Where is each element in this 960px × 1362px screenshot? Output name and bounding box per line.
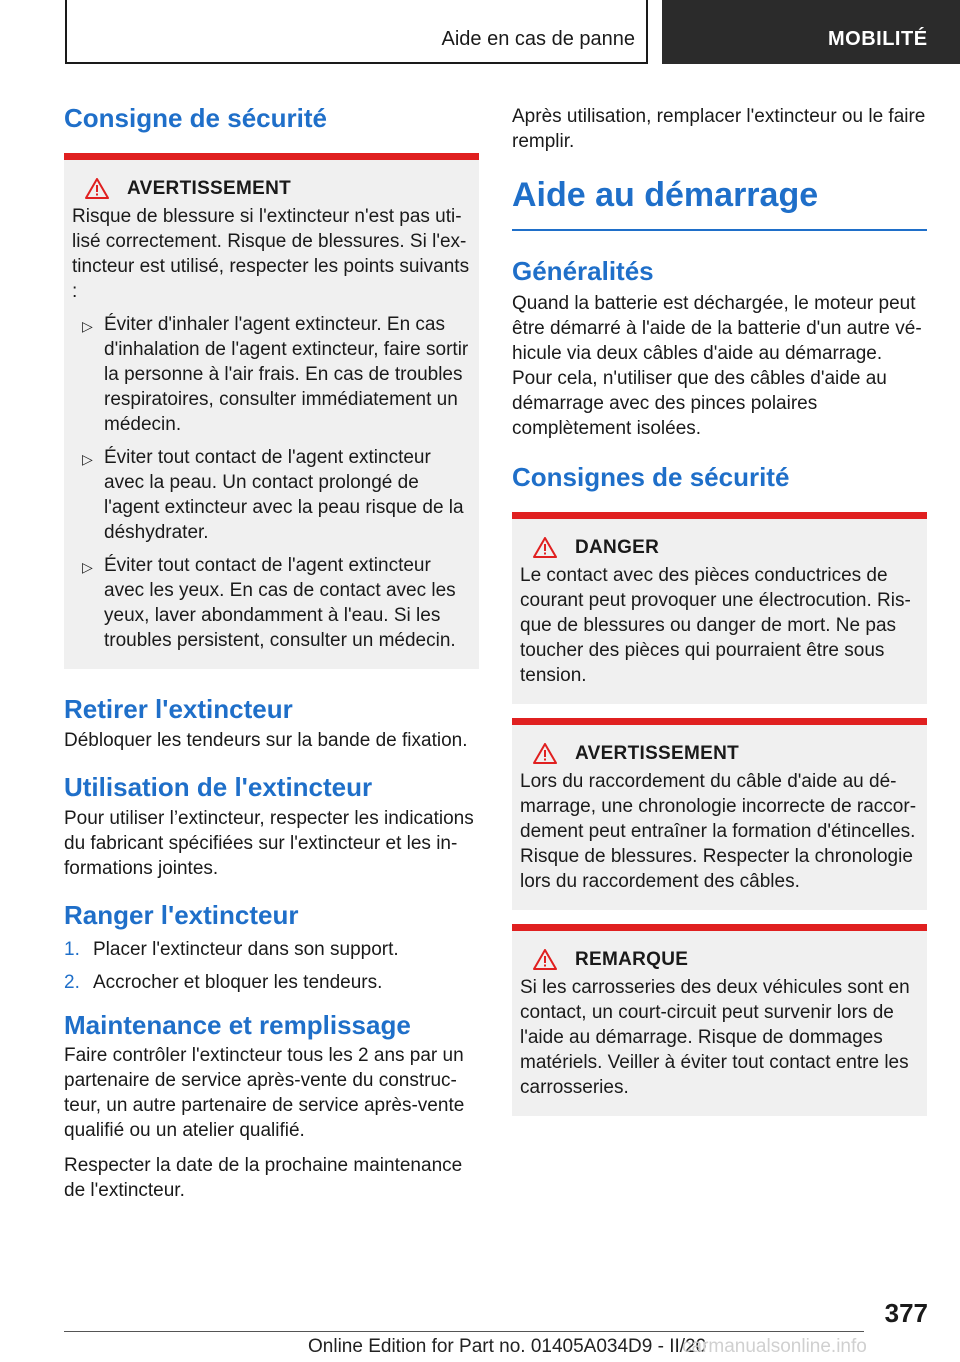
footer-watermark: carmanualsonline.info xyxy=(682,1336,867,1357)
use-text: Pour utiliser l’extincteur, respecter les indications du fabricant spécifiées sur l'extincteur et les informations jointes. xyxy=(64,807,474,879)
remove-heading: Retirer l'extincteur xyxy=(64,693,293,724)
right-column xyxy=(512,100,927,1116)
warning-triangle-icon xyxy=(533,743,557,764)
warning-label: AVERTISSEMENT xyxy=(127,177,292,199)
warning-triangle-icon xyxy=(85,178,109,199)
general-heading: Généralités xyxy=(512,256,654,287)
jump-start-heading: Aide au démarrage xyxy=(512,176,819,214)
jump-warning-notice xyxy=(512,718,927,910)
danger-notice xyxy=(512,512,927,704)
list-item: 2. Accrocher et bloquer les tendeurs. xyxy=(64,971,383,993)
left-column xyxy=(64,100,479,1203)
list-item: ▷ Éviter tout contact de l'agent extincteur avec la peau. Un contact prolongé de l'agent extincteur avec la peau risque de la déshydrater. xyxy=(82,446,464,543)
jump-warning-label: AVERTISSEMENT xyxy=(575,742,740,764)
jump-warning-text: Lors du raccordement du câble d'aide au démarrage, une chronologie incorrecte de raccordement peut entraîner la formation d'étincelles. Risque de blessures. Respecter la chronologie lors du raccordement des câbles. xyxy=(520,770,917,892)
footer-edition: Online Edition for Part no. 01405A034D9 - II/20 xyxy=(308,1336,707,1357)
header-chapter-tab xyxy=(662,0,960,64)
page-number: 377 xyxy=(884,1298,928,1328)
maintenance-text-2: Respecter la date de la prochaine maintenance de l'extincteur. xyxy=(64,1155,463,1202)
danger-notice-head xyxy=(520,537,919,559)
store-heading: Ranger l'extincteur xyxy=(64,899,299,930)
danger-label: DANGER xyxy=(575,536,660,558)
danger-text: Le contact avec des pièces conductrices de courant peut provoquer une électrocution. Risque de blessures ou danger de mort. Ne pas toucher des pièces qui pourraient être sous tension. xyxy=(520,564,911,686)
warning-triangle-icon xyxy=(533,949,557,970)
list-item: ▷ Éviter d'inhaler l'agent extincteur. En cas d'inhalation de l'agent extincteur, faire sortir la personne à l'air frais. En cas de troubles respiratoires, consulter immédiatement un médecin. xyxy=(82,313,469,435)
header-chapter-title: MOBILITÉ xyxy=(828,28,928,50)
note-notice-head xyxy=(520,949,919,971)
safety-notes-heading: Consignes de sécurité xyxy=(512,461,790,492)
safety-heading: Consigne de sécurité xyxy=(64,103,327,133)
note-label: REMARQUE xyxy=(575,948,689,970)
jump-warning-notice-head xyxy=(520,743,919,765)
footer-rule xyxy=(64,1331,864,1332)
general-text: Quand la batterie est déchargée, le moteur peut être démarré à l'aide de la batterie d'un autre véhicule via deux câbles d'aide au démarrage. Pour cela, n'utiliser que des câbles d'aide au démarrage avec des pinces polaires complètement isolées. xyxy=(512,292,922,439)
maintenance-text: Faire contrôler l'extincteur tous les 2 ans par un partenaire de service après-vente du constructeur, un autre partenaire de service après-vente qualifié ou un atelier qualifié. xyxy=(64,1045,465,1142)
jump-start-rule xyxy=(512,229,927,231)
remove-text: Débloquer les tendeurs sur la bande de fixation. xyxy=(64,729,468,751)
note-text: Si les carrosseries des deux véhicules sont en contact, un court-circuit peut survenir lors de l'aide au démarrage. Risque de dommages matériels. Veiller à éviter tout contact entre les carrosseries. xyxy=(520,976,910,1098)
store-steps xyxy=(64,937,479,995)
warning-notice-head xyxy=(72,178,471,200)
after-use-text: Après utilisation, remplacer l'extincteur ou le faire remplir. xyxy=(512,106,926,152)
triangle-bullet-icon: ▷ xyxy=(82,450,93,467)
maintenance-heading: Maintenance et remplissage xyxy=(64,1009,411,1040)
warning-list xyxy=(72,312,471,653)
warning-triangle-icon xyxy=(533,537,557,558)
list-item: 1. Placer l'extincteur dans son support. xyxy=(64,938,399,960)
note-notice xyxy=(512,924,927,1116)
triangle-bullet-icon: ▷ xyxy=(82,317,93,334)
list-item: ▷ Éviter tout contact de l'agent extincteur avec les yeux. En cas de contact avec les yeux, laver abondamment à l'eau. Si les troubles persistent, consulter un médecin. xyxy=(82,554,456,651)
use-heading: Utilisation de l'extincteur xyxy=(64,771,373,802)
warning-text: Risque de blessure si l'extincteur n'est pas utilisé correctement. Risque de blessures. Si l'extincteur est utilisé, respecter les points suivants : xyxy=(72,205,470,302)
warning-notice xyxy=(64,153,479,669)
triangle-bullet-icon: ▷ xyxy=(82,558,93,575)
header-section-title: Aide en cas de panne xyxy=(441,28,635,50)
